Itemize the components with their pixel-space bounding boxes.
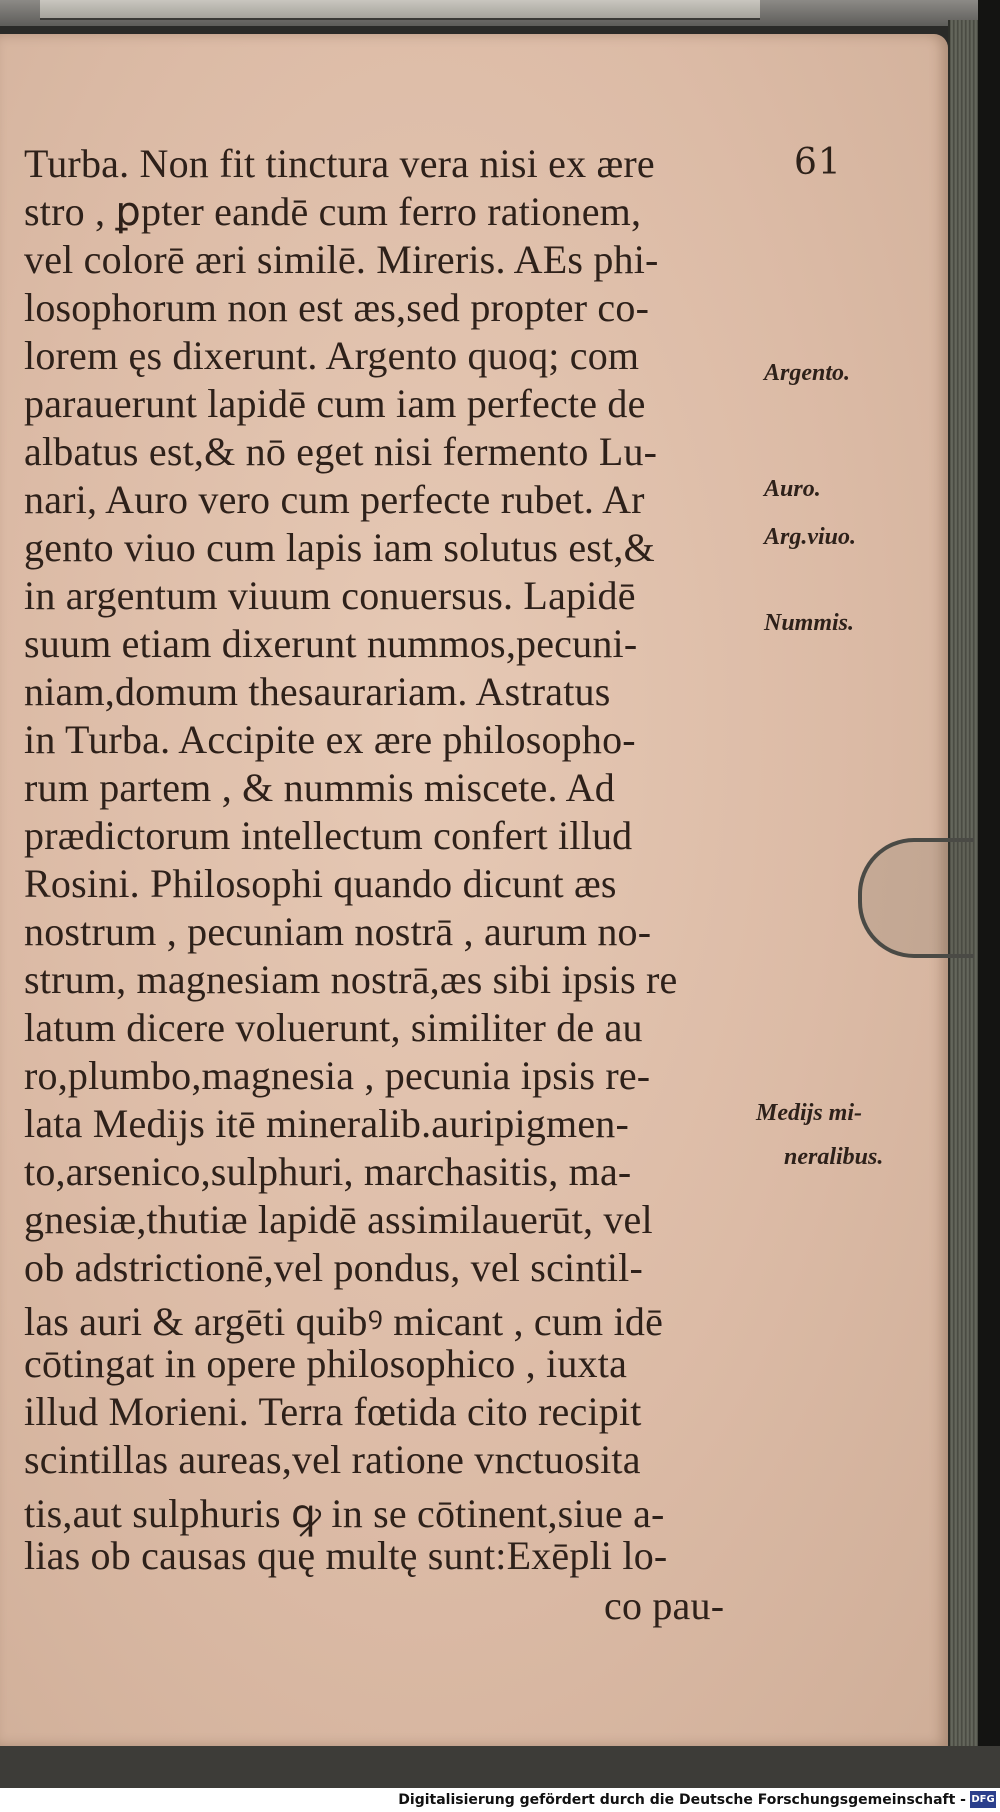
- text-line: ro,plumbo,magnesia , pecunia ipsis re-: [24, 1053, 651, 1098]
- scan-border: [978, 0, 1000, 1780]
- text-line: scintillas aureas,vel ratione vnctuosita: [24, 1437, 641, 1482]
- text-line: stro , ꝑpter eandē cum ferro rationem,: [24, 189, 642, 234]
- text-line: albatus est,& nō eget nisi fermento Lu-: [24, 429, 658, 474]
- marginal-note: Arg.viuo.: [764, 524, 857, 550]
- footer-credit: Digitalisierung gefördert durch die Deutsche Forschungsgemeinschaft -: [398, 1792, 966, 1808]
- text-line: prædictorum intellectum confert illud: [24, 813, 633, 858]
- text-line: illud Morieni. Terra fœtida cito recipit: [24, 1389, 642, 1434]
- page-number: 61: [794, 142, 842, 183]
- text-line: in Turba. Accipite ex ære philosopho-: [24, 717, 636, 762]
- text-line: losophorum non est æs,sed propter co-: [24, 285, 650, 330]
- text-line: lata Medijs itē mineralib.auripigmen-: [24, 1101, 629, 1146]
- text-line: in argentum viuum conuersus. Lapidē: [24, 573, 636, 618]
- marginal-note: Medijs mi-: [756, 1100, 862, 1126]
- page-clip: [858, 838, 974, 958]
- text-line: suum etiam dixerunt nummos,pecuni-: [24, 621, 638, 666]
- text-line: latum dicere voluerunt, similiter de au: [24, 1005, 643, 1050]
- marginal-note: Argento.: [764, 360, 851, 386]
- marginal-note: neralibus.: [784, 1144, 884, 1170]
- text-line: gento viuo cum lapis iam solutus est,&: [24, 525, 655, 570]
- dfg-logo: DFG: [970, 1791, 996, 1808]
- text-line: lias ob causas quę multę sunt:Exēpli lo-: [24, 1533, 668, 1578]
- text-line: cōtingat in opere philosophico , iuxta: [24, 1341, 628, 1386]
- marginal-note: Nummis.: [764, 610, 855, 636]
- catchword: co pau-: [604, 1583, 725, 1628]
- text-line: nostrum , pecuniam nostrā , aurum no-: [24, 909, 652, 954]
- text-line: niam,domum thesaurariam. Astratus: [24, 669, 611, 714]
- text-line: ob adstrictionē,vel pondus, vel scintil-: [24, 1245, 643, 1290]
- text-line: tis,aut sulphuris ꝙ in se cōtinent,siue a-: [24, 1491, 665, 1536]
- text-line: Turba. Non fit tinctura vera nisi ex ære: [24, 141, 655, 186]
- text-line: vel colorē æri similē. Mireris. AEs phi-: [24, 237, 659, 282]
- text-line: to,arsenico,sulphuri, marchasitis, ma-: [24, 1149, 632, 1194]
- text-line: gnesiæ,thutiæ lapidē assimilauerūt, vel: [24, 1197, 653, 1242]
- marginal-note: Auro.: [764, 476, 821, 502]
- text-line: rum partem , & nummis miscete. Ad: [24, 765, 615, 810]
- text-line: las auri & argēti quibꝰ micant , cum idē: [24, 1299, 664, 1344]
- text-line: lorem ęs dixerunt. Argento quoq; com: [24, 333, 640, 378]
- text-line: nari, Auro vero cum perfecte rubet. Ar: [24, 477, 645, 522]
- book-bottom-edge: [0, 1746, 1000, 1788]
- digitization-footer: [0, 1788, 1000, 1812]
- text-line: strum, magnesiam nostrā,æs sibi ipsis re: [24, 957, 678, 1002]
- text-line: parauerunt lapidē cum iam perfecte de: [24, 381, 646, 426]
- text-line: Rosini. Philosophi quando dicunt æs: [24, 861, 617, 906]
- previous-page-strip: [40, 0, 760, 20]
